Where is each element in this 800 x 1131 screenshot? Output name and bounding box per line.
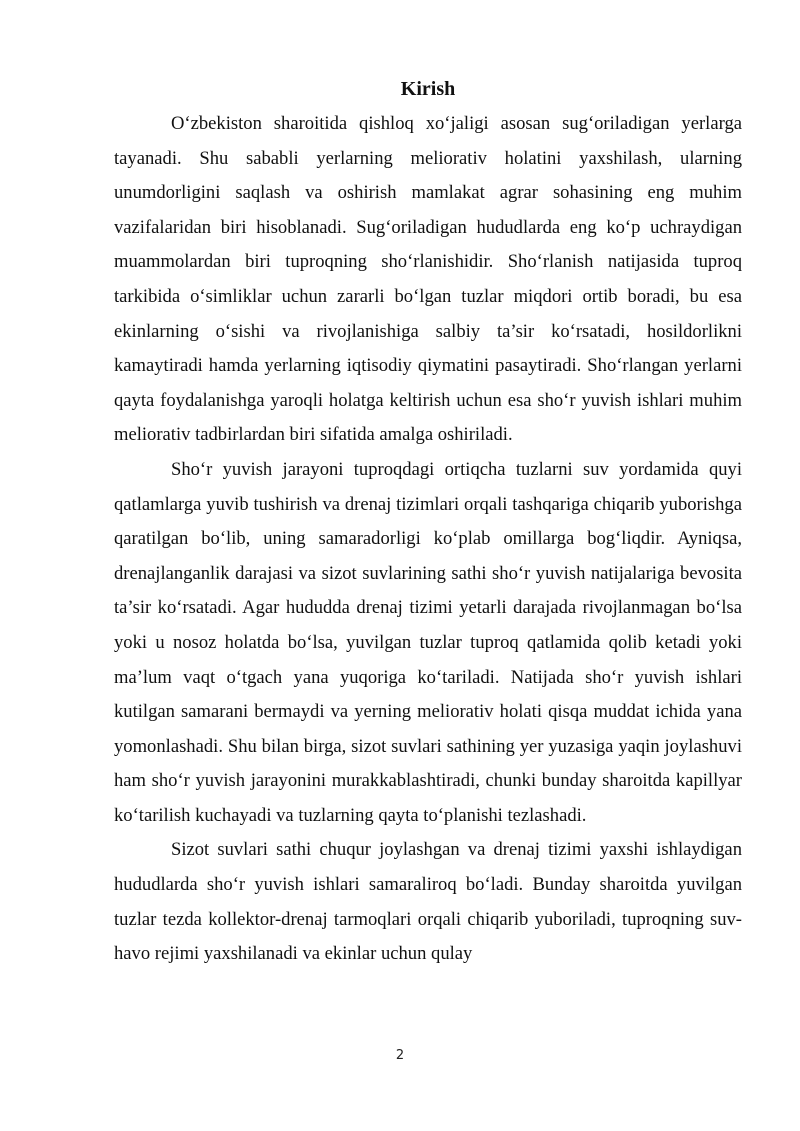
page-content [114, 72, 742, 972]
paragraph-1: O‘zbekiston sharoitida qishloq xo‘jaligi asosan sug‘oriladigan yerlarga tayanadi. Shu sababli yerlarning meliorativ holatini yaxshilash, ularning unumdorligini saqlash va oshirish mamlakat agrar sohasining eng muhim vazifalaridan biri hisoblanadi. Sug‘oriladigan hududlarda eng ko‘p uchraydigan muammolardan biri tuproqning sho‘rlanishidir. Sho‘rlanish natijasida tuproq tarkibida o‘simliklar uchun zararli bo‘lgan tuzlar miqdori ortib boradi, bu esa ekinlarning o‘sishi va rivojlanishiga salbiy ta’sir ko‘rsatadi, hosildorlikni kamaytiradi hamda yerlarning iqtisodiy qiymatini pasaytiradi. Sho‘rlangan yerlarni qayta foydalanishga yaroqli holatga keltirish uchun esa sho‘r yuvish ishlari muhim meliorativ tadbirlardan biri sifatida amalga oshiriladi. [114, 113, 742, 446]
paragraph-2: Sho‘r yuvish jarayoni tuproqdagi ortiqcha tuzlarni suv yordamida quyi qatlamlarga yuvib tushirish va drenaj tizimlari orqali tashqariga chiqarib yuborishga qaratilgan bo‘lib, uning samaradorligi ko‘plab omillarga bog‘liqdir. Ayniqsa, drenajlanganlik darajasi va sizot suvlarining sathi sho‘r yuvish natijalariga bevosita ta’sir ko‘rsatadi. Agar hududda drenaj tizimi yetarli darajada rivojlanmagan bo‘lsa yoki u nosoz holatda bo‘lsa, yuvilgan tuzlar tuproq qatlamida qolib ketadi yoki ma’lum vaqt o‘tgach yana yuqoriga ko‘tariladi. Natijada sho‘r yuvish ishlari kutilgan samarani bermaydi va yerning meliorativ holati qisqa muddat ichida yana yomonlashadi. Shu bilan birga, sizot suvlari sathining yer yuzasiga yaqin joylashuvi ham sho‘r yuvish jarayonini murakkablashtiradi, chunki bunday sharoitda kapillyar ko‘tarilish kuchayadi va tuzlarning qayta to‘planishi tezlashadi. [114, 458, 742, 826]
paragraph-3: Sizot suvlari sathi chuqur joylashgan va drenaj tizimi yaxshi ishlaydigan hududlarda sho‘r yuvish ishlari samaraliroq bo‘ladi. Bunday sharoitda yuvilgan tuzlar tezda kollektor-drenaj tarmoqlari orqali chiqarib yuboriladi, tuproqning suv-havo rejimi yaxshilanadi va ekinlar uchun qulay [114, 839, 742, 965]
page-number: 2 [395, 1048, 405, 1063]
section-title: Kirish [400, 78, 456, 100]
